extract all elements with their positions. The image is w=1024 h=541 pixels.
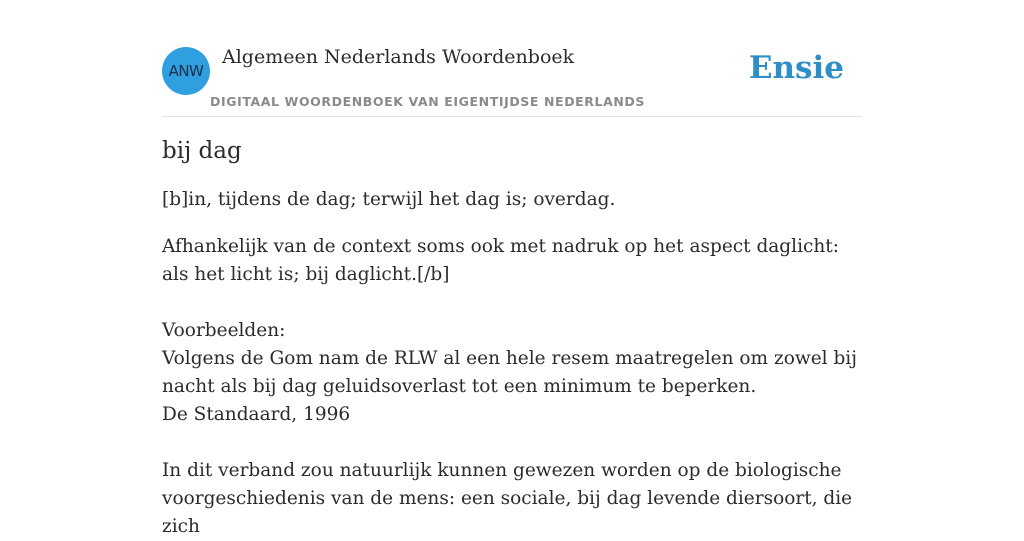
site-header: [162, 40, 862, 117]
entry-definition: [b]in, tijdens de dag; terwijl het dag is; overdag.: [162, 189, 616, 210]
anw-logo[interactable]: [162, 47, 210, 95]
dictionary-title[interactable]: Algemeen Nederlands Woordenboek: [222, 46, 575, 68]
logo-text: ANW: [168, 62, 204, 80]
ensie-brand-logo[interactable]: Ensie: [748, 50, 844, 86]
entry-body: Afhankelijk van de context soms ook met nadruk op het aspect daglicht: als het licht is; bij daglicht.[/b] Voorbeelden: Volgens de Gom nam de RLW al een hele resem maatregelen om zowel bij nacht als bij dag geluidsoverlast tot een minimum te beperken. De Standaard, 1996 In dit verband zou natuurlijk kunnen gewezen worden op de biologische voorgeschiedenis van de mens: een sociale, bij dag levende diersoort, die zich: [162, 236, 857, 537]
dictionary-subtitle: DIGITAAL WOORDENBOEK VAN EIGENTIJDSE NEDERLANDS: [210, 94, 646, 109]
entry-content: [162, 138, 862, 541]
entry-headword: bij dag: [162, 138, 242, 164]
